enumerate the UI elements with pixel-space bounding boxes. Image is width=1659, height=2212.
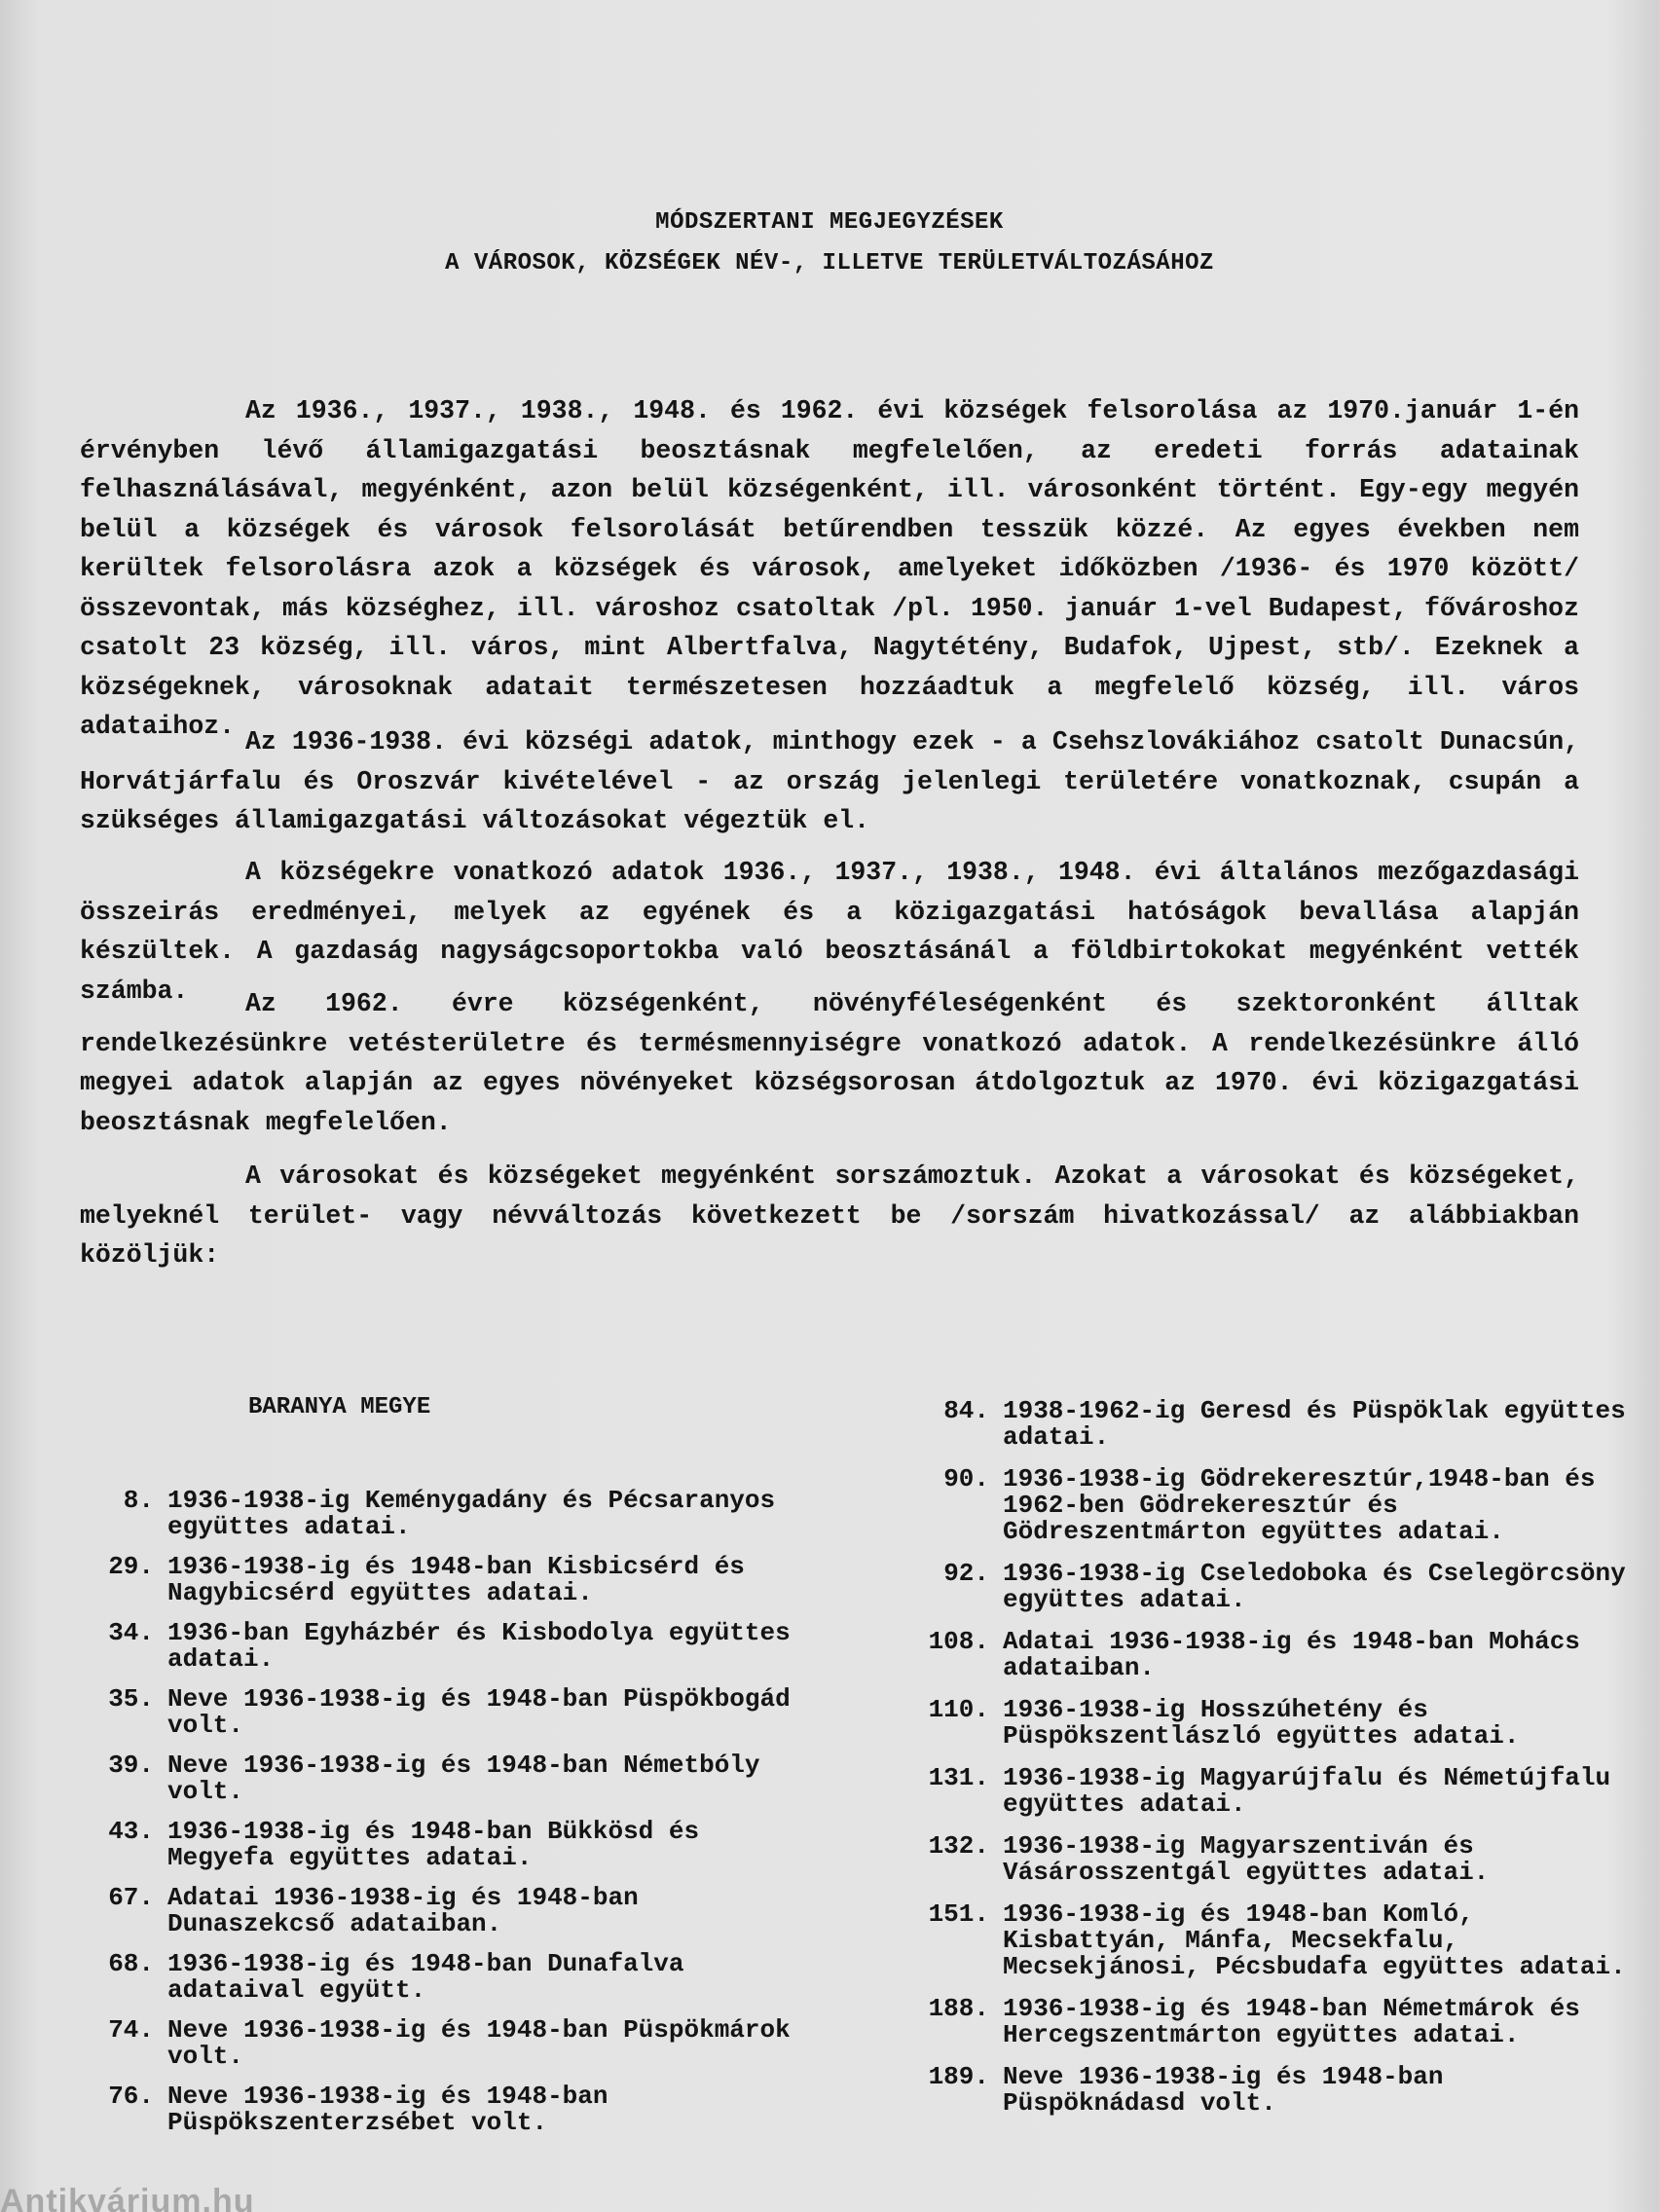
entry-text: 1936-1938-ig Gödrekeresztúr,1948-ban és 1962-ben Gödrekeresztúr és Gödreszentmárton együttes adatai. — [1003, 1464, 1596, 1546]
entry-text: 1936-1938-ig Magyarújfalu és Németújfalu együttes adatai. — [1003, 1763, 1611, 1819]
entry-text: 1936-1938-ig Cseledoboka és Cselegörcsöny együttes adatai. — [1003, 1559, 1626, 1614]
list-item — [915, 1765, 1636, 1818]
entry-text: 1936-ban Egyházbér és Kisbodolya együttes adatai. — [167, 1618, 791, 1674]
list-item — [915, 1901, 1636, 1980]
paragraph-1 — [80, 391, 1579, 747]
entry-number: 34. — [108, 1618, 154, 1647]
paragraph-2 — [80, 722, 1579, 841]
list-item — [915, 1833, 1636, 1886]
county-heading: BARANYA MEGYE — [248, 1394, 431, 1420]
list-item — [80, 1686, 800, 1739]
paragraph-4-text: Az 1962. évre községenként, növényféleségenként és szektoronként álltak rendelkezésünkre vetésterületre és termésmennyiségre vonatkozó adatok. A rendelkezésünkre álló megyei adatok alapján az egyes növényeket községsorosan átdolgoztuk az 1970. évi közigazgatási beosztásnak megfelelően. — [80, 989, 1579, 1137]
paragraph-5 — [80, 1157, 1579, 1275]
title-line-2: A VÁROSOK, KÖZSÉGEK NÉV-, ILLETVE TERÜLETVÁLTOZÁSÁHOZ — [445, 250, 1214, 276]
paragraph-2-text: Az 1936-1938. évi községi adatok, minthogy ezek - a Csehszlovákiához csatolt Dunacsún, Horvátjárfalu és Oroszvár kivételével - az ország jelenlegi területére vonatkoznak, csupán a szükséges államigazgatási változásokat végeztük el. — [80, 727, 1579, 835]
entry-number: 67. — [108, 1883, 154, 1912]
list-item — [80, 1554, 800, 1606]
list-item — [915, 2064, 1636, 2117]
entry-text: Adatai 1936-1938-ig és 1948-ban Dunaszekcső adataiban. — [167, 1883, 639, 1938]
list-item — [80, 1488, 800, 1540]
entry-number: 68. — [108, 1949, 154, 1978]
watermark: Antikvárium.hu — [0, 2183, 255, 2212]
document-subtitle — [0, 250, 1659, 276]
entry-text: 1936-1938-ig és 1948-ban Kisbicsérd és Nagybicsérd együttes adatai. — [167, 1552, 745, 1607]
list-item — [915, 1996, 1636, 2048]
entry-text: Neve 1936-1938-ig és 1948-ban Püspökmárok volt. — [167, 2015, 791, 2071]
list-item — [80, 1620, 800, 1673]
entry-number: 108. — [928, 1627, 989, 1656]
entry-number: 92. — [943, 1559, 989, 1588]
entry-number: 84. — [943, 1396, 989, 1425]
entry-number: 189. — [928, 2062, 989, 2091]
entry-text: Adatai 1936-1938-ig és 1948-ban Mohács adataiban. — [1003, 1627, 1580, 1682]
entry-text: 1936-1938-ig Keménygadány és Pécsaranyos együttes adatai. — [167, 1486, 776, 1541]
entry-text: 1936-1938-ig Hosszúhetény és Püspökszentlászló együttes adatai. — [1003, 1695, 1520, 1751]
entry-number: 110. — [928, 1695, 989, 1724]
list-item — [80, 1951, 800, 2004]
entry-text: 1936-1938-ig és 1948-ban Dunafalva adataival együtt. — [167, 1949, 684, 2005]
entry-number: 151. — [928, 1899, 989, 1929]
list-item — [80, 2083, 800, 2136]
entry-text: 1936-1938-ig és 1948-ban Bükkösd és Megyefa együttes adatai. — [167, 1817, 700, 1872]
entry-number: 39. — [108, 1751, 154, 1780]
entry-text: Neve 1936-1938-ig és 1948-ban Püspökbogád volt. — [167, 1684, 791, 1740]
paragraph-5-text: A városokat és községeket megyénként sorszámoztuk. Azokat a városokat és községeket, melyeknél terület- vagy névváltozás következett be /sorszám hivatkozással/ az alábbiakban közöljük: — [80, 1161, 1579, 1270]
entry-number: 8. — [123, 1486, 154, 1515]
entry-text: Neve 1936-1938-ig és 1948-ban Püspöknádasd volt. — [1003, 2062, 1444, 2118]
document-title — [0, 209, 1659, 236]
list-item — [80, 1752, 800, 1805]
entry-number: 76. — [108, 2082, 154, 2111]
entry-text: Neve 1936-1938-ig és 1948-ban Németbóly volt. — [167, 1751, 760, 1806]
entry-text: Neve 1936-1938-ig és 1948-ban Püspökszenterzsébet volt. — [167, 2082, 608, 2137]
list-item — [915, 1629, 1636, 1681]
entry-number: 35. — [108, 1684, 154, 1714]
paragraph-4 — [80, 984, 1579, 1142]
entry-number: 90. — [943, 1464, 989, 1493]
entry-number: 131. — [928, 1763, 989, 1792]
paragraph-3-text: A községekre vonatkozó adatok 1936., 1937., 1938., 1948. évi általános mezőgazdasági összeirás eredményei, melyek az egyének és a közigazgatási hatóságok bevallása alapján készültek. A gazdaság nagyságcsoportokba való beosztásánál a földbirtokokat megyénként vették számba. — [80, 858, 1579, 1006]
entry-number: 29. — [108, 1552, 154, 1581]
list-item — [80, 1819, 800, 1871]
list-item — [915, 1466, 1636, 1545]
left-entry-list — [80, 1488, 800, 2150]
entry-text: 1938-1962-ig Geresd és Püspöklak együttes adatai. — [1003, 1396, 1626, 1452]
entry-number: 74. — [108, 2015, 154, 2045]
list-item — [80, 2017, 800, 2070]
right-entry-list — [915, 1398, 1636, 2132]
list-item — [80, 1885, 800, 1937]
entry-number: 132. — [928, 1831, 989, 1861]
list-item — [915, 1697, 1636, 1750]
entry-text: 1936-1938-ig és 1948-ban Németmárok és Hercegszentmárton együttes adatai. — [1003, 1994, 1580, 2049]
paragraph-1-text: Az 1936., 1937., 1938., 1948. és 1962. évi községek felsorolása az 1970.január 1-én érvényben lévő államigazgatási beosztásnak megfelelően, az eredeti forrás adatainak felhasználásával, megyénként, azon belül községenként, ill. városonként történt. Egy-egy megyén belül a községek és városok felsorolását betűrendben tesszük közzé. Az egyes években nem kerültek felsorolásra azok a községek és városok, amelyeket időközben /1936- és 1970 között/ összevontak, más községhez, ill. városhoz csatoltak /pl. 1950. január 1-vel Budapest, fővároshoz csatolt 23 község, ill. város, mint Albertfalva, Nagytétény, Budafok, Ujpest, stb/. Ezeknek a községeknek, városoknak adatait természetesen hozzáadtuk a megfelelő község, ill. város adataihoz. — [80, 396, 1579, 741]
entry-number: 188. — [928, 1994, 989, 2023]
list-item — [915, 1398, 1636, 1451]
entry-number: 43. — [108, 1817, 154, 1846]
entry-text: 1936-1938-ig és 1948-ban Komló, Kisbattyán, Mánfa, Mecsekfalu, Mecsekjánosi, Pécsbudafa együttes adatai. — [1003, 1899, 1626, 1981]
title-line-1: MÓDSZERTANI MEGJEGYZÉSEK — [655, 209, 1004, 236]
list-item — [915, 1561, 1636, 1613]
entry-text: 1936-1938-ig Magyarszentiván és Vásárosszentgál együttes adatai. — [1003, 1831, 1490, 1887]
